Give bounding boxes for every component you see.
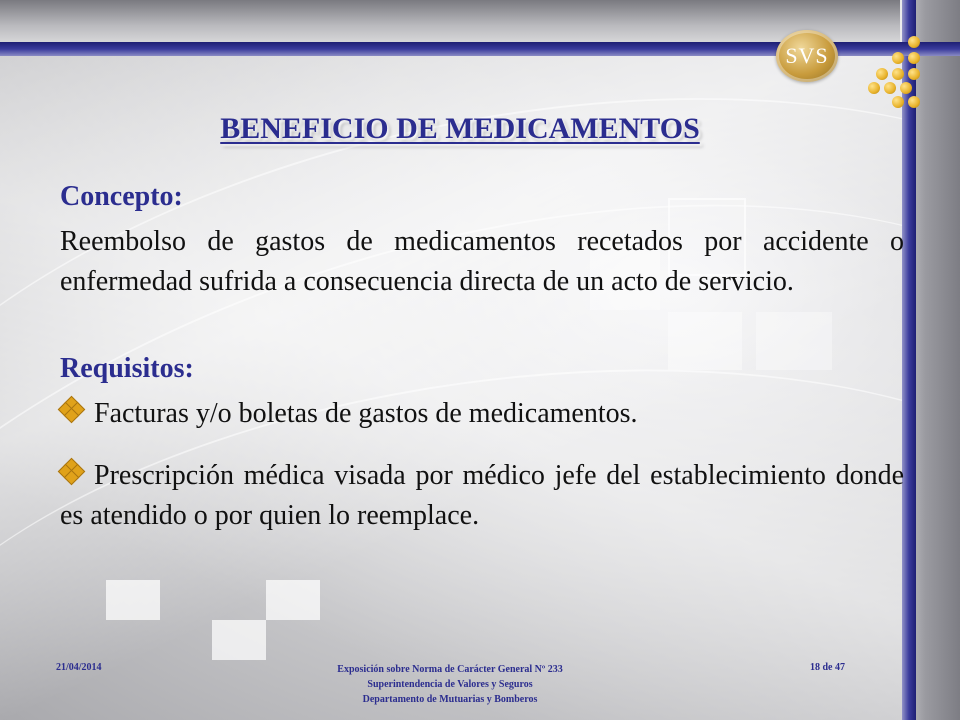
bg-square: [106, 580, 160, 620]
footer-date: 21/04/2014: [56, 662, 102, 673]
requisito-item: [60, 456, 904, 536]
gold-dot-icon: [900, 82, 912, 94]
footer-info: [300, 662, 600, 707]
gold-dot-icon: [892, 52, 904, 64]
top-band: [0, 0, 900, 42]
requisito-text: Prescripción médica visada por médico jefe del establecimiento donde es atendido o por quien lo reemplace.: [60, 460, 904, 531]
footer-line-2: Superintendencia de Valores y Seguros: [367, 679, 533, 690]
gold-dot-icon: [884, 82, 896, 94]
top-navy-line: [0, 42, 900, 56]
gold-dot-icon: [876, 68, 888, 80]
bg-square: [266, 580, 320, 620]
concepto-text: Reembolso de gastos de medicamentos recetados por accidente o enfermedad sufrida a consecuencia directa de un acto de servicio.: [60, 226, 904, 297]
footer-line-3: Departamento de Mutuarias y Bomberos: [362, 694, 538, 705]
bg-square: [212, 620, 266, 660]
requisitos-heading: Requisitos:: [60, 353, 194, 384]
footer-line-1: Exposición sobre Norma de Carácter General Nº 233: [337, 664, 563, 675]
gold-dot-icon: [892, 68, 904, 80]
footer-page-number: 18 de 47: [810, 662, 845, 673]
slide-title: BENEFICIO DE MEDICAMENTOS: [220, 112, 700, 145]
gold-dot-icon: [868, 82, 880, 94]
concepto-heading: Concepto:: [60, 181, 183, 212]
requisito-text: Facturas y/o boletas de gastos de medicamentos.: [94, 398, 638, 429]
diamond-bullet-icon: [60, 398, 82, 420]
diamond-bullet-icon: [60, 460, 82, 482]
requisito-item: [60, 394, 904, 434]
gold-dot-icon: [908, 36, 920, 48]
gold-dot-icon: [908, 68, 920, 80]
right-navy-line: [902, 0, 916, 720]
svs-logo-icon: [776, 30, 838, 82]
gold-dot-icon: [892, 96, 904, 108]
gold-dot-icon: [908, 52, 920, 64]
logo-text: SVS: [785, 43, 829, 68]
slide-content: [60, 178, 904, 558]
gold-dot-icon: [908, 96, 920, 108]
